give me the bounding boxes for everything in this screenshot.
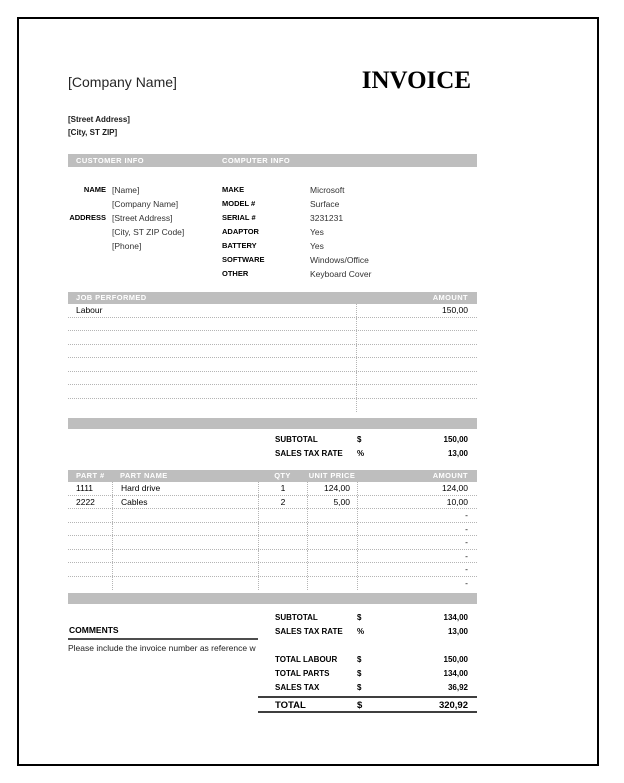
job-row-empty bbox=[68, 372, 477, 386]
job-row-empty bbox=[68, 345, 477, 359]
street-address: [Street Address] bbox=[68, 115, 130, 124]
name-label: NAME bbox=[83, 185, 106, 194]
part-number: 1111 bbox=[76, 483, 94, 493]
info-row bbox=[68, 239, 477, 253]
total-labour-value: 150,00 bbox=[443, 655, 468, 664]
serial-value: 3231231 bbox=[310, 213, 344, 223]
subtotal-label: SUBTOTAL bbox=[275, 613, 318, 622]
battery-label: BATTERY bbox=[222, 241, 257, 250]
parts-table bbox=[68, 470, 477, 590]
customer-company-value: [Company Name] bbox=[112, 199, 179, 209]
part-row bbox=[68, 496, 477, 510]
part-qty: 2 bbox=[258, 496, 307, 509]
job-row-empty bbox=[68, 331, 477, 345]
currency-symbol: $ bbox=[357, 613, 362, 622]
serial-label: SERIAL # bbox=[222, 213, 256, 222]
part-name: Hard drive bbox=[112, 482, 258, 495]
part-qty: 1 bbox=[258, 482, 307, 495]
adaptor-value: Yes bbox=[310, 227, 324, 237]
subtotal-value: 150,00 bbox=[443, 435, 468, 444]
sales-tax-rate-row bbox=[258, 447, 477, 461]
part-row-empty bbox=[68, 523, 477, 537]
total-parts-value: 134,00 bbox=[443, 669, 468, 678]
percent-symbol: % bbox=[357, 627, 365, 636]
job-row bbox=[68, 304, 477, 318]
unit-price-column-header: UNIT PRICE bbox=[308, 471, 356, 480]
currency-symbol: $ bbox=[357, 435, 362, 444]
info-row bbox=[68, 267, 477, 281]
job-row-empty bbox=[68, 358, 477, 372]
comments-section bbox=[68, 625, 258, 653]
part-row-empty bbox=[68, 577, 477, 591]
customer-name-value: [Name] bbox=[112, 185, 140, 195]
adaptor-label: ADAPTOR bbox=[222, 227, 259, 236]
sales-tax-rate-label: SALES TAX RATE bbox=[275, 627, 343, 636]
software-label: SOFTWARE bbox=[222, 255, 265, 264]
labour-subtotal-block bbox=[258, 433, 477, 461]
amount-column-header: AMOUNT bbox=[432, 293, 468, 302]
grand-total-value: 320,92 bbox=[438, 700, 468, 711]
sales-tax-value: 36,92 bbox=[447, 683, 468, 692]
other-value: Keyboard Cover bbox=[310, 269, 372, 279]
empty-amount: - bbox=[357, 509, 477, 522]
subtotal-label: SUBTOTAL bbox=[275, 435, 318, 444]
empty-amount: - bbox=[357, 536, 477, 549]
sales-tax-rate-row bbox=[258, 625, 477, 639]
city-state-zip: [City, ST ZIP] bbox=[68, 128, 118, 137]
grand-total-label: TOTAL bbox=[275, 700, 306, 711]
comments-text: Please include the invoice number as reference w bbox=[68, 643, 256, 653]
currency-symbol: $ bbox=[357, 683, 362, 692]
total-labour-label: TOTAL LABOUR bbox=[275, 655, 338, 664]
job-performed-column-header: JOB PERFORMED bbox=[76, 293, 147, 302]
total-parts-label: TOTAL PARTS bbox=[275, 669, 330, 678]
info-row bbox=[68, 197, 477, 211]
currency-symbol: $ bbox=[357, 655, 362, 664]
totals-block bbox=[258, 653, 477, 713]
amount-column-header: AMOUNT bbox=[432, 471, 468, 480]
part-row-empty bbox=[68, 536, 477, 550]
info-grid bbox=[68, 183, 477, 281]
invoice-page bbox=[17, 17, 599, 766]
info-row bbox=[68, 211, 477, 225]
part-row-empty bbox=[68, 550, 477, 564]
grand-total-row bbox=[258, 696, 477, 713]
parts-table-header bbox=[68, 470, 477, 482]
comments-underline bbox=[68, 638, 258, 640]
job-performed-table bbox=[68, 292, 477, 412]
sales-tax-row bbox=[258, 681, 477, 695]
make-value: Microsoft bbox=[310, 185, 345, 195]
job-row-empty bbox=[68, 385, 477, 399]
part-amount: 124,00 bbox=[357, 482, 477, 495]
sales-tax-rate-value: 13,00 bbox=[447, 627, 468, 636]
part-row-empty bbox=[68, 509, 477, 523]
empty-amount: - bbox=[357, 577, 477, 591]
sales-tax-label: SALES TAX bbox=[275, 683, 320, 692]
info-section-bar bbox=[68, 154, 477, 167]
address-label: ADDRESS bbox=[69, 213, 106, 222]
job-table-header bbox=[68, 292, 477, 304]
empty-amount: - bbox=[357, 523, 477, 536]
part-row-empty bbox=[68, 563, 477, 577]
section-divider bbox=[68, 593, 477, 604]
job-amount: 150,00 bbox=[356, 304, 477, 317]
part-number-column-header: PART # bbox=[76, 471, 105, 480]
model-label: MODEL # bbox=[222, 199, 256, 208]
comments-label: COMMENTS bbox=[69, 625, 119, 635]
part-name: Cables bbox=[112, 496, 258, 509]
currency-symbol: $ bbox=[357, 700, 363, 711]
empty-amount: - bbox=[357, 550, 477, 563]
total-labour-row bbox=[258, 653, 477, 667]
part-row bbox=[68, 482, 477, 496]
qty-column-header: QTY bbox=[274, 471, 291, 480]
empty-amount: - bbox=[357, 563, 477, 576]
part-unit-price: 5,00 bbox=[307, 496, 357, 509]
battery-value: Yes bbox=[310, 241, 324, 251]
computer-info-header: COMPUTER INFO bbox=[222, 156, 291, 165]
info-row bbox=[68, 183, 477, 197]
model-value: Surface bbox=[310, 199, 340, 209]
make-label: MAKE bbox=[222, 185, 245, 194]
software-value: Windows/Office bbox=[310, 255, 369, 265]
customer-info-header: CUSTOMER INFO bbox=[76, 156, 144, 165]
info-row bbox=[68, 253, 477, 267]
customer-street-value: [Street Address] bbox=[112, 213, 173, 223]
info-row bbox=[68, 225, 477, 239]
job-row-empty bbox=[68, 399, 477, 413]
page-title: INVOICE bbox=[361, 67, 471, 94]
sales-tax-rate-label: SALES TAX RATE bbox=[275, 449, 343, 458]
part-amount: 10,00 bbox=[357, 496, 477, 509]
subtotal-value: 134,00 bbox=[443, 613, 468, 622]
parts-subtotal-block bbox=[258, 611, 477, 639]
part-name-column-header: PART NAME bbox=[120, 471, 168, 480]
part-unit-price: 124,00 bbox=[307, 482, 357, 495]
total-parts-row bbox=[258, 667, 477, 681]
company-name: [Company Name] bbox=[68, 74, 177, 90]
part-number: 2222 bbox=[76, 496, 95, 507]
other-label: OTHER bbox=[222, 269, 249, 278]
subtotal-row bbox=[258, 433, 477, 447]
customer-city-value: [City, ST ZIP Code] bbox=[112, 227, 185, 237]
sales-tax-rate-value: 13,00 bbox=[447, 449, 468, 458]
job-row-empty bbox=[68, 318, 477, 332]
customer-phone-value: [Phone] bbox=[112, 241, 142, 251]
job-description: Labour bbox=[76, 305, 103, 315]
currency-symbol: $ bbox=[357, 669, 362, 678]
percent-symbol: % bbox=[357, 449, 365, 458]
subtotal-row bbox=[258, 611, 477, 625]
section-divider bbox=[68, 418, 477, 429]
